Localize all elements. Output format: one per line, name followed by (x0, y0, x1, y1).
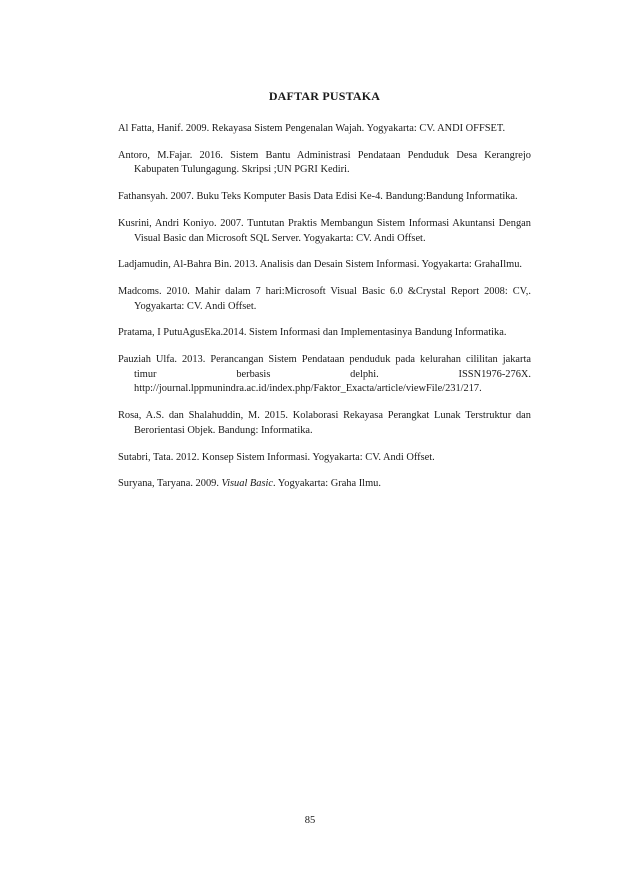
reference-entry: Pratama, I PutuAgusEka.2014. Sistem Informasi dan Implementasinya Bandung Informatika. (118, 327, 507, 339)
reference-text: . Yogyakarta: Graha Ilmu. (273, 478, 381, 490)
reference-text: Suryana, Taryana. 2009. (118, 478, 222, 490)
reference-list (118, 122, 531, 504)
reference-entry: Pauziah Ulfa. 2013. Perancangan Sistem Pendataan penduduk pada kelurahan cililitan jakarta timur berbasis delphi. ISSN1976-276X. http://journal.lppmunindra.ac.id/index.php/Faktor_Exacta/article/viewFile/231/217. (118, 354, 531, 395)
reference-entry: Rosa, A.S. dan Shalahuddin, M. 2015. Kolaborasi Rekayasa Perangkat Lunak Terstruktur dan Berorientasi Objek. Bandung: Informatika. (118, 410, 531, 436)
reference-italic-title: Visual Basic (221, 478, 274, 490)
page-title: DAFTAR PUSTAKA (268, 89, 381, 103)
page-number: 85 (304, 815, 316, 826)
reference-entry: Fathansyah. 2007. Buku Teks Komputer Basis Data Edisi Ke-4. Bandung:Bandung Informatika. (118, 191, 518, 203)
reference-entry: Madcoms. 2010. Mahir dalam 7 hari:Microsoft Visual Basic 6.0 &Crystal Report 2008: CV,. Yogyakarta: CV. Andi Offset. (118, 286, 531, 312)
reference-entry: Al Fatta, Hanif. 2009. Rekayasa Sistem Pengenalan Wajah. Yogyakarta: CV. ANDI OFFSET. (118, 123, 506, 134)
reference-entry (118, 477, 531, 492)
reference-entry: Antoro, M.Fajar. 2016. Sistem Bantu Administrasi Pendataan Penduduk Desa Kerangrejo Kabupaten Tulungagung. Skripsi ;UN PGRI Kediri. (118, 149, 531, 176)
reference-entry: Ladjamudin, Al-Bahra Bin. 2013. Analisis dan Desain Sistem Informasi. Yogyakarta: GrahaIlmu. (118, 259, 523, 271)
reference-entry: Kusrini, Andri Koniyo. 2007. Tuntutan Praktis Membangun Sistem Informasi Akuntansi Dengan Visual Basic dan Microsoft SQL Server. Yogyakarta: CV. Andi Offset. (118, 217, 531, 244)
reference-entry: Sutabri, Tata. 2012. Konsep Sistem Informasi. Yogyakarta: CV. Andi Offset. (118, 451, 435, 463)
